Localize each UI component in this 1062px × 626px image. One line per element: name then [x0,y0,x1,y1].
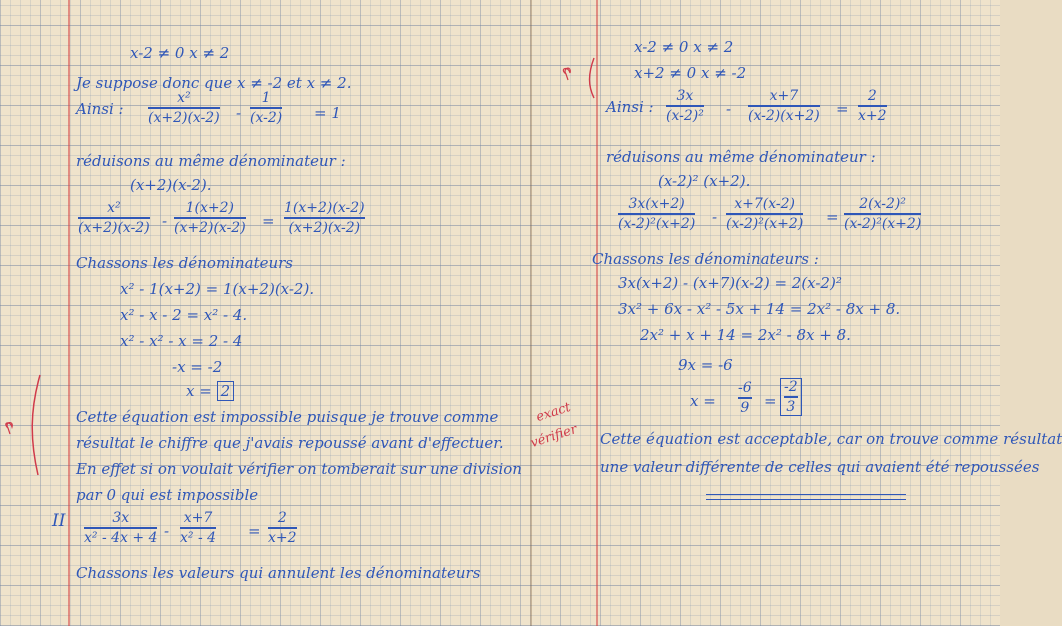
numerator: 3x [676,88,694,104]
boxed-result [780,378,802,416]
step-line: -x = -2 [172,358,223,376]
operator: - [162,212,168,230]
step-line: 3x² + 6x - x² - 5x + 14 = 2x² - 8x + 8. [618,300,901,318]
fraction [858,88,887,124]
fraction [180,510,216,546]
fraction [84,510,157,546]
condition-line: x-2 ≠ 0 x ≠ 2 [634,38,734,56]
equals-sign: = [836,100,849,118]
numerator: 3x [112,510,130,526]
margin-note: exact [534,399,573,426]
denominator: (x-2)²(x+2) [726,215,804,232]
equals-sign: = [826,208,839,226]
fraction [844,196,921,232]
fraction [726,196,803,232]
red-heart-mark [550,52,610,112]
fraction [148,90,220,126]
numerator: 3x(x+2) [628,196,685,212]
fraction [78,200,150,236]
denominator: 9 [740,399,750,416]
fraction [618,196,695,232]
hypothesis-line: Je suppose donc que x ≠ -2 et x ≠ 2. [76,74,352,92]
condition-line: x-2 ≠ 0 x ≠ 2 [130,44,230,62]
numerator: x² [107,200,121,216]
ainsi-label: Ainsi : [76,100,124,118]
step-line: 2x² + x + 14 = 2x² - 8x + 8. [640,326,851,344]
paragraph-line: résultat le chiffre que j'avais repoussé avant d'effectuer. [76,434,504,452]
red-margin-bracket [0,370,60,480]
step-line: x² - x - 2 = x² - 4. [120,306,248,324]
numerator: 2(x-2)² [859,196,906,212]
condition-line: x+2 ≠ 0 x ≠ -2 [634,64,747,82]
denominator: x+2 [858,107,887,124]
denominator: 3 [786,398,796,415]
paragraph-line: Cette équation est impossible puisque je trouve comme [76,408,499,426]
fraction [666,88,704,124]
numerator: x+7 [183,510,213,526]
common-denominator: (x-2)² (x+2). [658,172,751,190]
paragraph-line: En effet si on voulait vérifier on tomberait sur une division [76,460,522,478]
fraction [268,510,297,546]
denominator: (x-2)(x+2) [748,107,820,124]
step-line: x² - 1(x+2) = 1(x+2)(x-2). [120,280,315,298]
result-line [186,382,234,400]
numerator: x+7 [769,88,799,104]
numerator: 2 [277,510,287,526]
numerator: 1 [261,90,271,106]
fraction [748,88,820,124]
fraction [284,200,365,236]
numerator: -6 [738,380,752,396]
numerator: -2 [784,379,798,395]
equals-sign: = [262,212,275,230]
right-page [528,0,1062,626]
denominator: (x+2)(x-2) [78,219,150,236]
numerator: x+7(x-2) [734,196,796,212]
denominator: x² - 4x + 4 [84,529,158,546]
operator: - [236,104,242,122]
step-line: x² - x² - x = 2 - 4 [120,332,243,350]
fraction [250,90,282,126]
numerator: 1(x+2) [185,200,235,216]
denominator: (x-2)²(x+2) [844,215,922,232]
paragraph-line: Cette équation est acceptable, car on trouve comme résultat [600,430,1062,448]
operator: - [712,208,718,226]
chassons-line: Chassons les dénominateurs [76,254,294,272]
ainsi-label: Ainsi : [606,98,654,116]
numerator: 2 [867,88,877,104]
left-page [0,0,530,626]
numerator: x² [177,90,191,106]
reduisons-line: réduisons au même dénominateur : [76,152,346,170]
denominator: (x+2)(x-2) [288,219,361,236]
boxed-result: 2 [217,381,235,401]
equals-sign: = [764,392,777,410]
chassons-line: Chassons les dénominateurs : [592,250,819,268]
step-line: 9x = -6 [678,356,733,374]
result-lhs: x = [186,382,212,400]
operator: - [164,522,170,540]
fraction [738,380,752,416]
margin-note: vérifier [528,421,579,452]
denominator: (x+2)(x-2) [148,109,220,126]
denominator: (x-2)²(x+2) [618,215,696,232]
step-line: 3x(x+2) - (x+7)(x-2) = 2(x-2)² [618,274,842,292]
result-lhs: x = [690,392,716,410]
denominator: (x-2) [250,109,283,126]
final-line: Chassons les valeurs qui annulent les dénominateurs [76,564,481,582]
paragraph-line: par 0 qui est impossible [76,486,259,504]
paragraph-line: une valeur différente de celles qui avaient été repoussées [600,458,1040,476]
numerator: 1(x+2)(x-2) [284,200,365,216]
denominator: x+2 [268,529,297,546]
denominator: x² - 4 [180,529,217,546]
fraction [174,200,246,236]
denominator: (x+2)(x-2) [174,219,246,236]
roman-numeral: II [52,511,66,531]
equals-sign: = [248,522,261,540]
denominator: (x-2)² [666,107,704,124]
double-underline [706,494,906,500]
common-denominator: (x+2)(x-2). [130,176,212,194]
operator: - [726,100,732,118]
equation-rhs: = 1 [314,104,341,122]
reduisons-line: réduisons au même dénominateur : [606,148,876,166]
